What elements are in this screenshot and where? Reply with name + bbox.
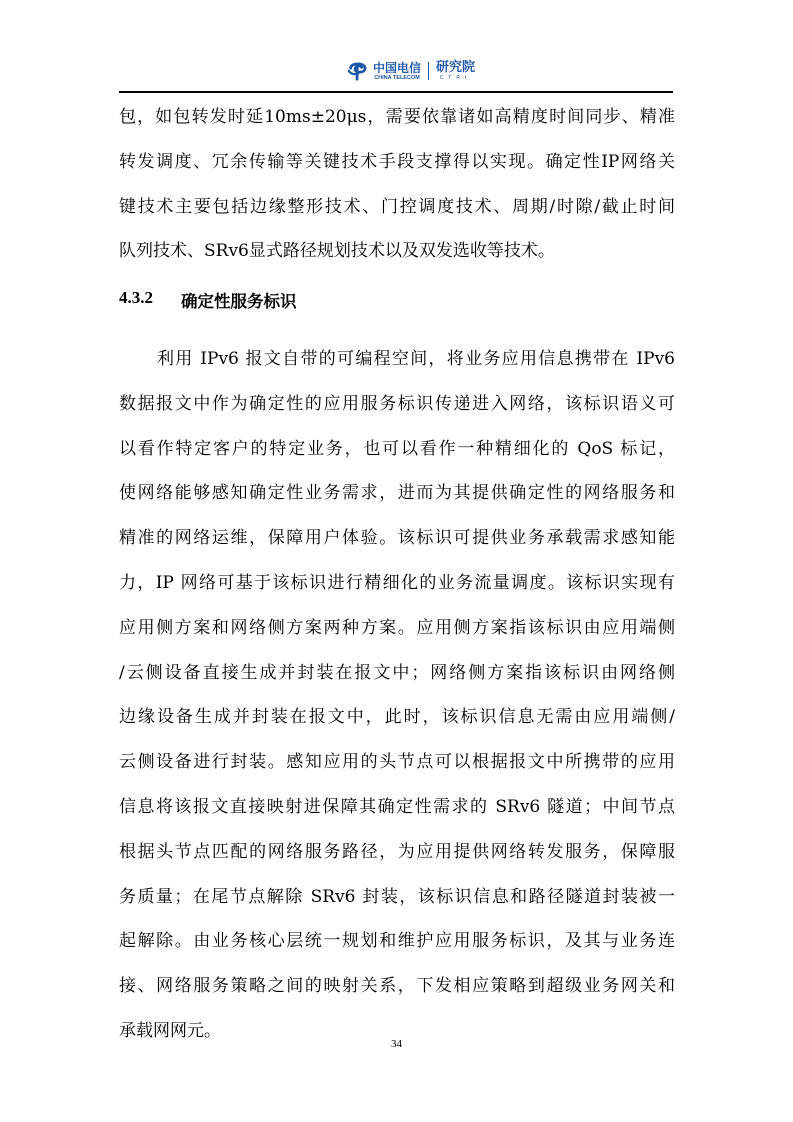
text-line: 应用侧方案和网络侧方案两种方案。应用侧方案指该标识由应用端侧	[119, 617, 675, 638]
text-line: 边缘设备生成并封装在报文中，此时，该标识信息无需由应用端侧/	[119, 707, 675, 728]
text-line: 信息将该报文直接映射进保障其确定性需求的 SRv6 隧道；中间节点	[119, 796, 675, 817]
page-number: 34	[391, 1038, 402, 1050]
text-line: /云侧设备直接生成并封装在报文中；网络侧方案指该标识由网络侧	[119, 662, 675, 683]
text-line: 队列技术、SRv6显式路径规划技术以及双发选收等技术。	[119, 241, 555, 262]
section-heading	[119, 288, 297, 312]
text-line: 转发调度、冗余传输等关键技术手段支撑得以实现。确定性IP网络关	[119, 151, 675, 172]
text-line: 精准的网络运维，保障用户体验。该标识可提供业务承载需求感知能	[119, 528, 675, 549]
paragraph-body	[119, 337, 675, 1054]
text-line: 接、网络服务策略之间的映射关系，下发相应策略到超级业务网关和	[119, 976, 675, 997]
paragraph-continued	[119, 95, 675, 274]
text-line: 数据报文中作为确定性的应用服务标识传递进入网络，该标识语义可	[119, 393, 675, 414]
text-line: 力，IP 网络可基于该标识进行精细化的业务流量调度。该标识实现有	[119, 572, 675, 593]
institute-name-cn: 研究院	[436, 60, 476, 75]
text-line: 起解除。由业务核心层统一规划和维护应用服务标识，及其与业务连	[119, 931, 675, 952]
text-line: 利用 IPv6 报文自带的可编程空间，将业务应用信息携带在 IPv6	[157, 349, 675, 369]
logo-divider	[428, 62, 429, 80]
section-number: 4.3.2	[119, 288, 153, 307]
china-telecom-logo-icon	[347, 60, 369, 82]
text-line: 承载网网元。	[119, 1020, 221, 1041]
brand-name	[373, 61, 421, 82]
institute-name-en: CTRI	[439, 75, 472, 81]
text-line: 务质量；在尾节点解除 SRv6 封装，该标识信息和路径隧道封装被一	[119, 886, 675, 907]
page-header	[119, 52, 673, 92]
brand-name-cn: 中国电信	[373, 60, 422, 75]
text-line: 使网络能够感知确定性业务需求，进而为其提供确定性的网络服务和	[119, 483, 675, 504]
text-line: 以看作特定客户的特定业务，也可以看作一种精细化的 QoS 标记，	[119, 438, 675, 459]
institute-name	[436, 60, 475, 82]
text-line: 根据头节点匹配的网络服务路径，为应用提供网络转发服务，保障服	[119, 841, 675, 862]
text-line: 键技术主要包括边缘整形技术、门控调度技术、周期/时隙/截止时间	[119, 196, 675, 217]
text-line: 云侧设备进行封装。感知应用的头节点可以根据报文中所携带的应用	[119, 752, 675, 773]
brand-name-en: CHINA TELECOM	[374, 74, 420, 81]
header-logo	[347, 56, 475, 86]
header-divider	[119, 91, 673, 93]
section-title: 确定性服务标识	[181, 292, 297, 311]
text-line: 包，如包转发时延10ms±20μs，需要依靠诸如高精度时间同步、精准	[119, 107, 675, 127]
